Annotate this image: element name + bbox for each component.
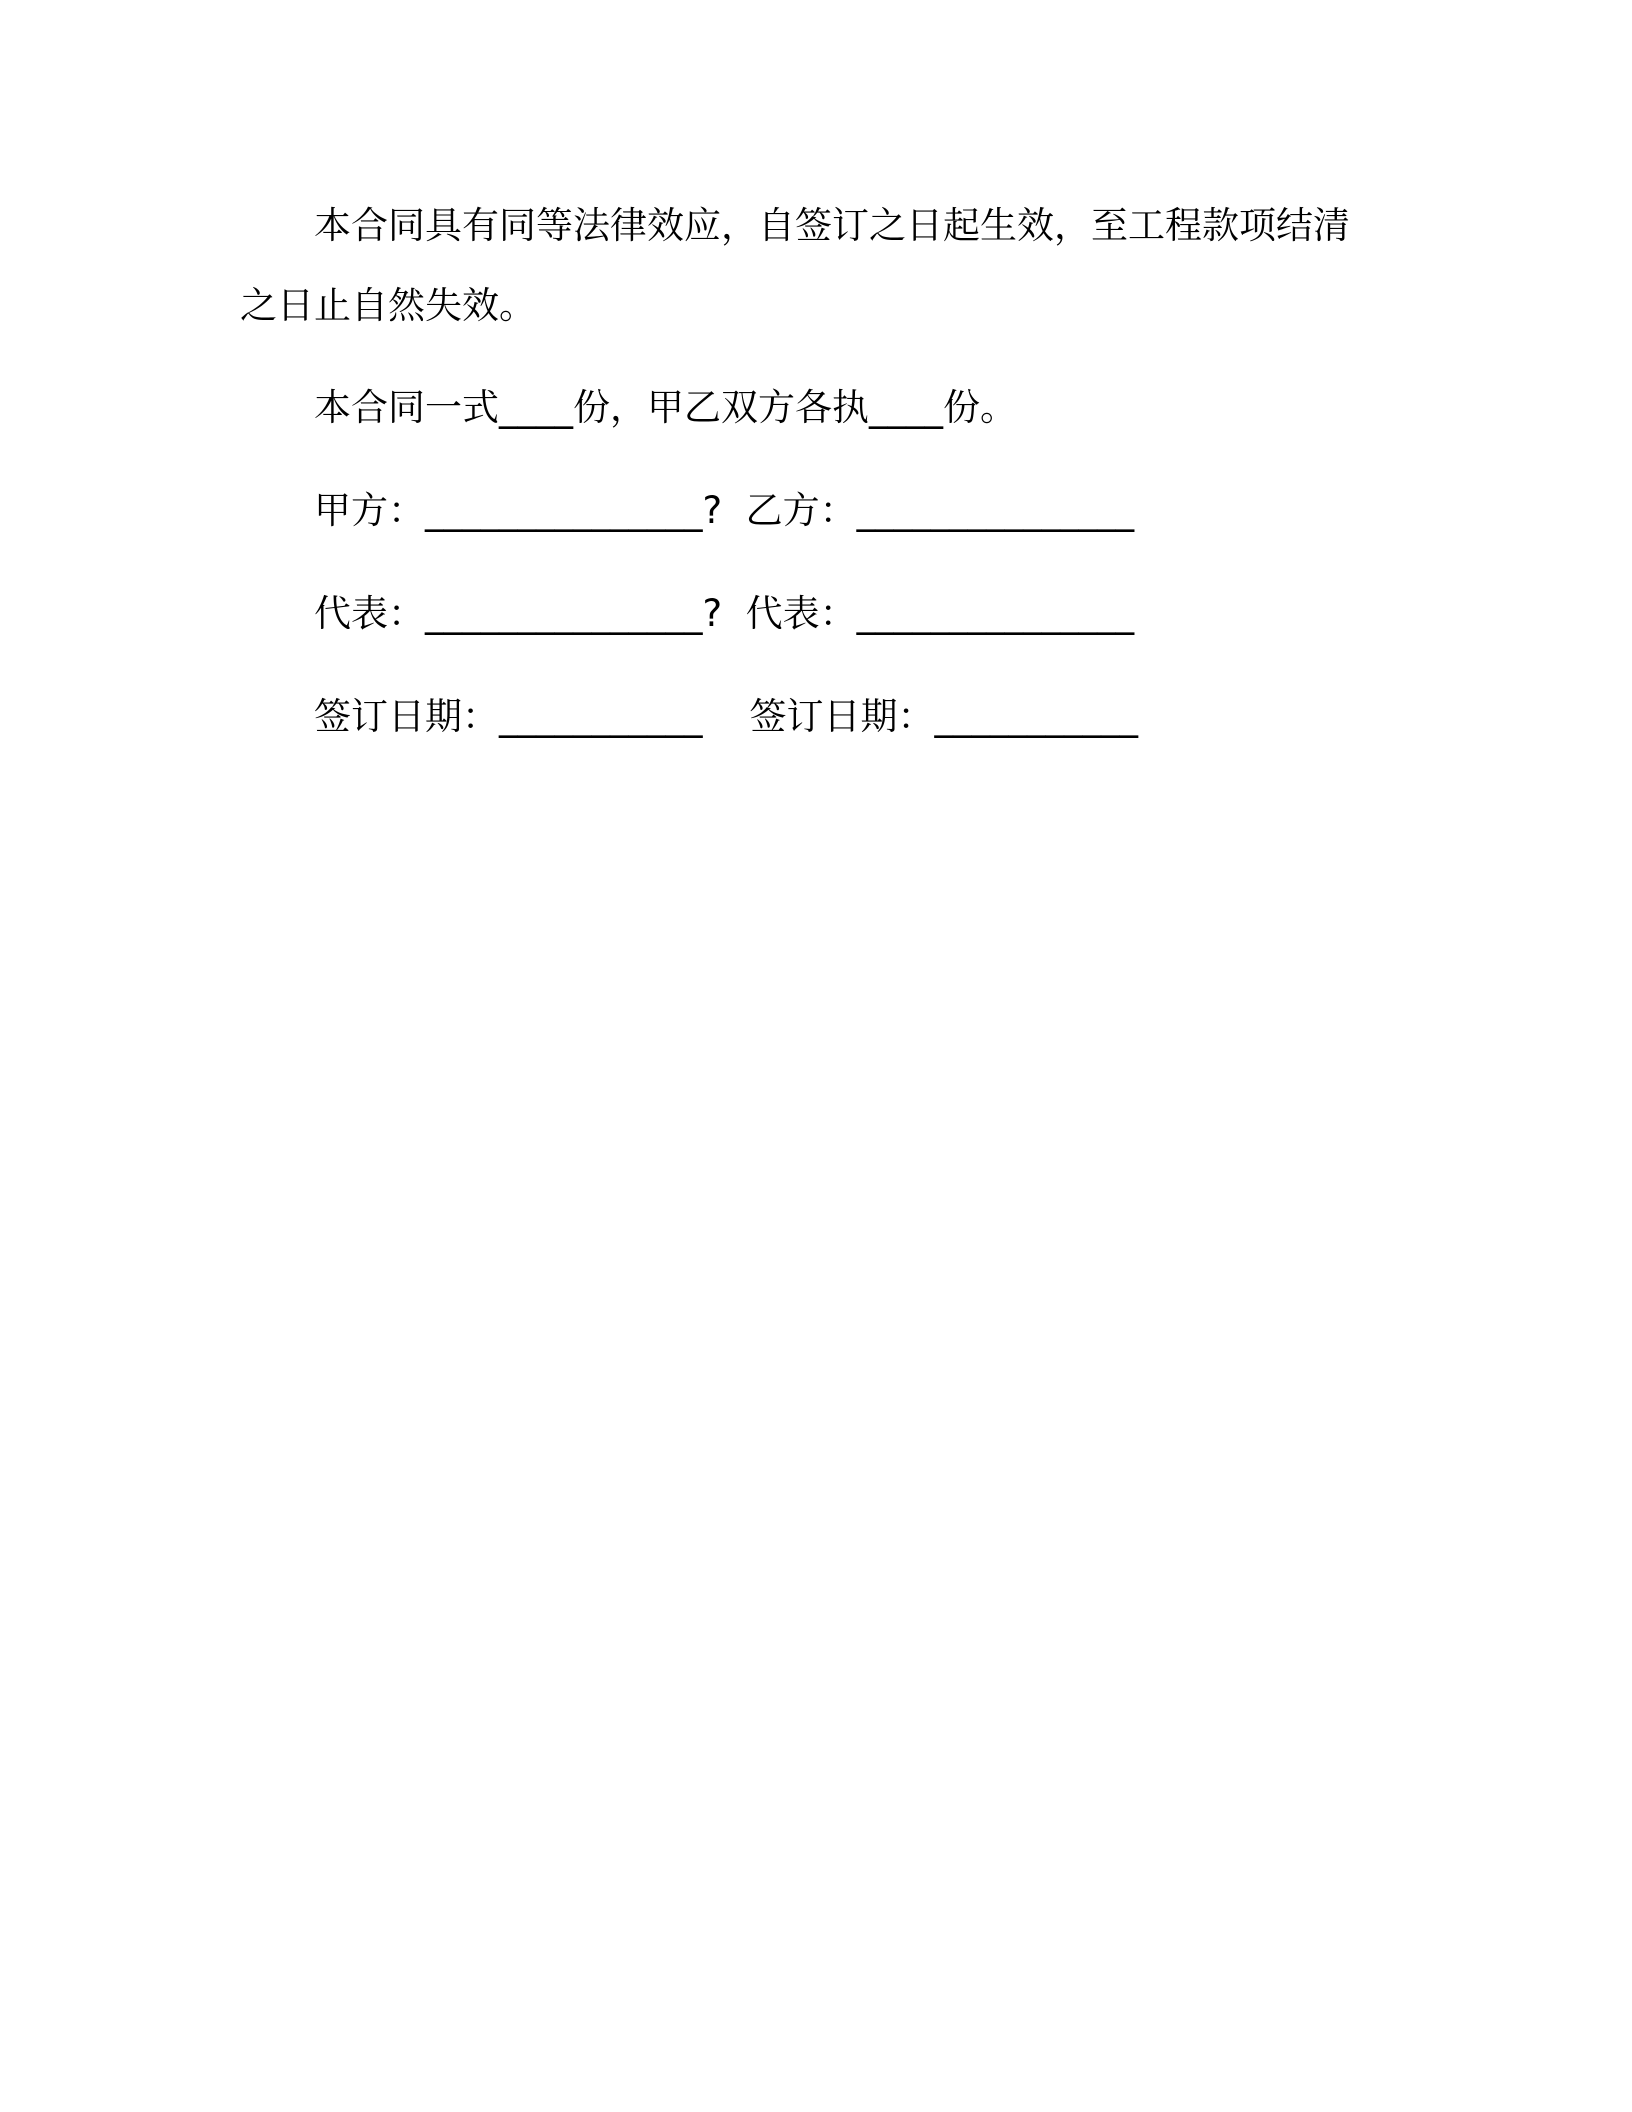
party-signature-line: 甲方：_______________? 乙方：_______________ <box>314 489 1135 532</box>
copies-paragraph: 本合同一式____份，甲乙双方各执____份。 <box>314 386 1017 429</box>
validity-paragraph: 本合同具有同等法律效应，自签订之日起生效，至工程款项结清之日止自然失效。 <box>240 204 1350 327</box>
document-body <box>240 186 1360 780</box>
signing-date-line: 签订日期：___________ 签订日期：___________ <box>314 695 1139 738</box>
representative-signature-line: 代表：_______________? 代表：_______________ <box>314 592 1135 635</box>
